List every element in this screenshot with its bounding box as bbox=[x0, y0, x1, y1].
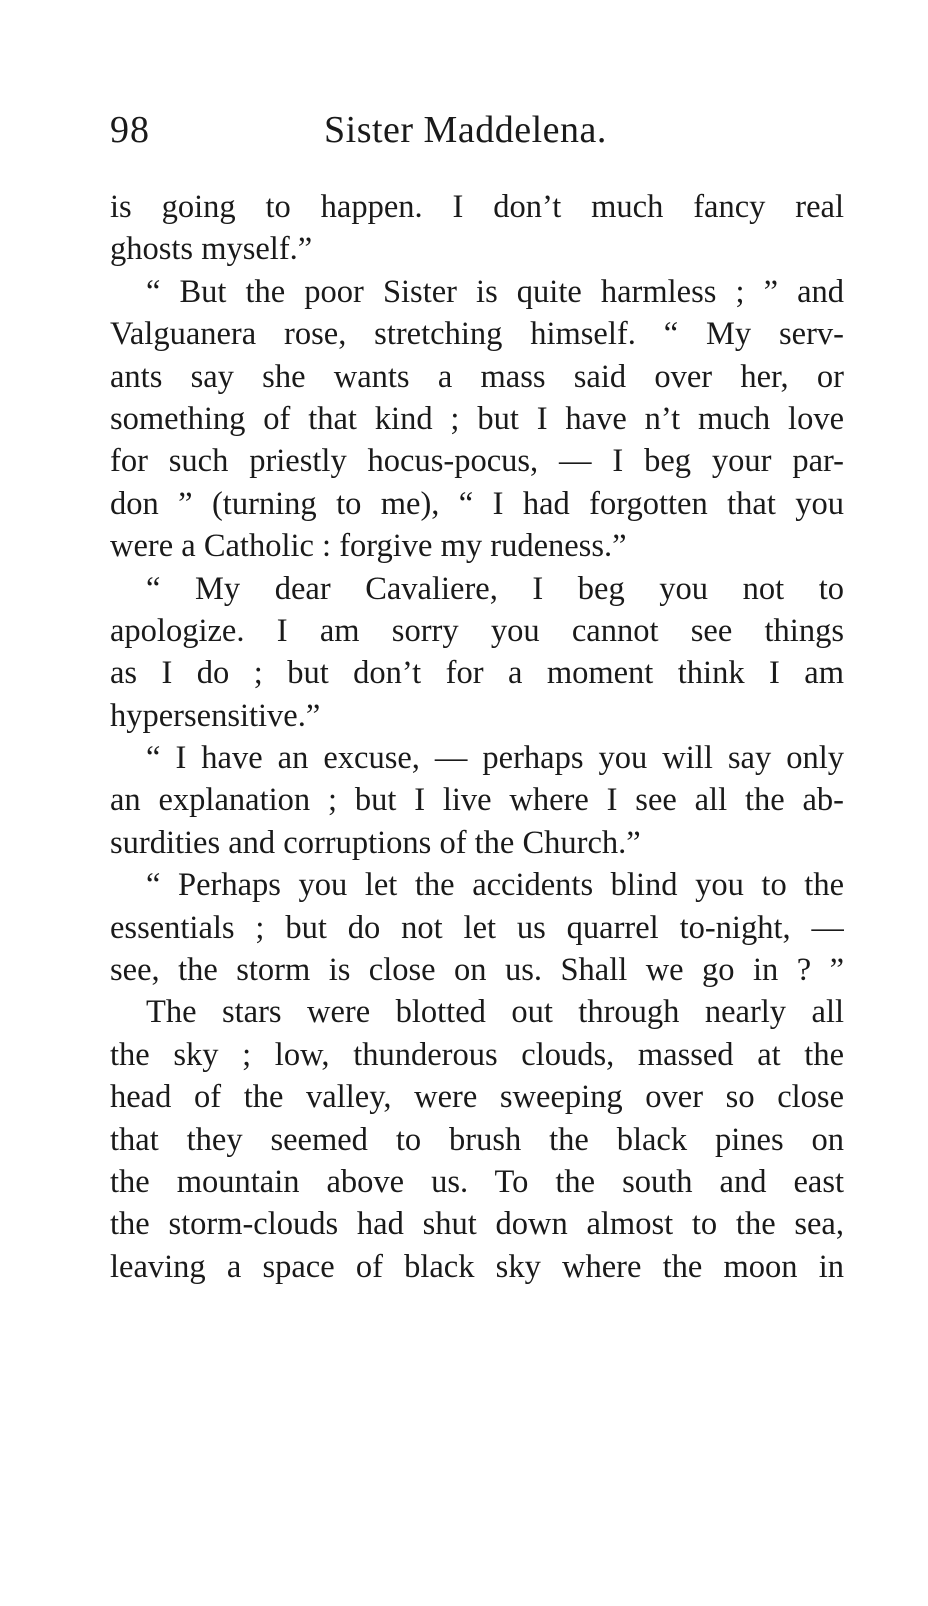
text-line: head of the valley, were sweeping over so close bbox=[110, 1079, 844, 1116]
text-line: is going to happen. I don’t much fancy real bbox=[110, 189, 844, 225]
text-line: that they seemed to brush the black pines on bbox=[110, 1121, 844, 1158]
text-line: the sky ; low, thunderous clouds, massed at the bbox=[110, 1036, 844, 1073]
text-line: “ But the poor Sister is quite harmless ; ” and bbox=[146, 273, 844, 310]
running-title: Sister Maddelena. bbox=[324, 109, 607, 151]
text-line: see, the storm is close on us. Shall we go in ? ” bbox=[110, 952, 844, 989]
text-line: ghosts myself.” bbox=[110, 231, 313, 268]
text-line: don ” (turning to me), “ I had forgotten that you bbox=[110, 485, 844, 522]
text-line: ants say she wants a mass said over her, or bbox=[110, 358, 844, 395]
text-line: leaving a space of black sky where the moon in bbox=[110, 1248, 844, 1285]
text-line: hypersensitive.” bbox=[110, 697, 321, 734]
text-line: “ Perhaps you let the accidents blind you to the bbox=[146, 867, 844, 904]
page-number: 98 bbox=[110, 109, 150, 151]
text-line: the storm-clouds had shut down almost to the sea, bbox=[110, 1206, 844, 1243]
text-line: an explanation ; but I live where I see all the ab- bbox=[110, 782, 844, 819]
text-line: apologize. I am sorry you cannot see things bbox=[110, 612, 844, 649]
text-line: were a Catholic : forgive my rudeness.” bbox=[110, 528, 627, 565]
text-line: Valguanera rose, stretching himself. “ My serv- bbox=[110, 316, 844, 353]
text-line: surdities and corruptions of the Church.” bbox=[110, 824, 641, 861]
text-line: the mountain above us. To the south and east bbox=[110, 1163, 844, 1200]
text-line: as I do ; but don’t for a moment think I am bbox=[110, 655, 844, 692]
text-line: essentials ; but do not let us quarrel to-night, — bbox=[110, 909, 844, 946]
text-line: for such priestly hocus-pocus, — I beg your par- bbox=[110, 443, 844, 480]
text-line: “ I have an excuse, — perhaps you will say only bbox=[146, 740, 844, 777]
text-line: something of that kind ; but I have n’t much love bbox=[110, 400, 844, 437]
text-line: The stars were blotted out through nearly all bbox=[146, 994, 844, 1031]
body-text bbox=[110, 186, 844, 1288]
page-header bbox=[110, 102, 845, 158]
text-line: “ My dear Cavaliere, I beg you not to bbox=[146, 570, 844, 607]
